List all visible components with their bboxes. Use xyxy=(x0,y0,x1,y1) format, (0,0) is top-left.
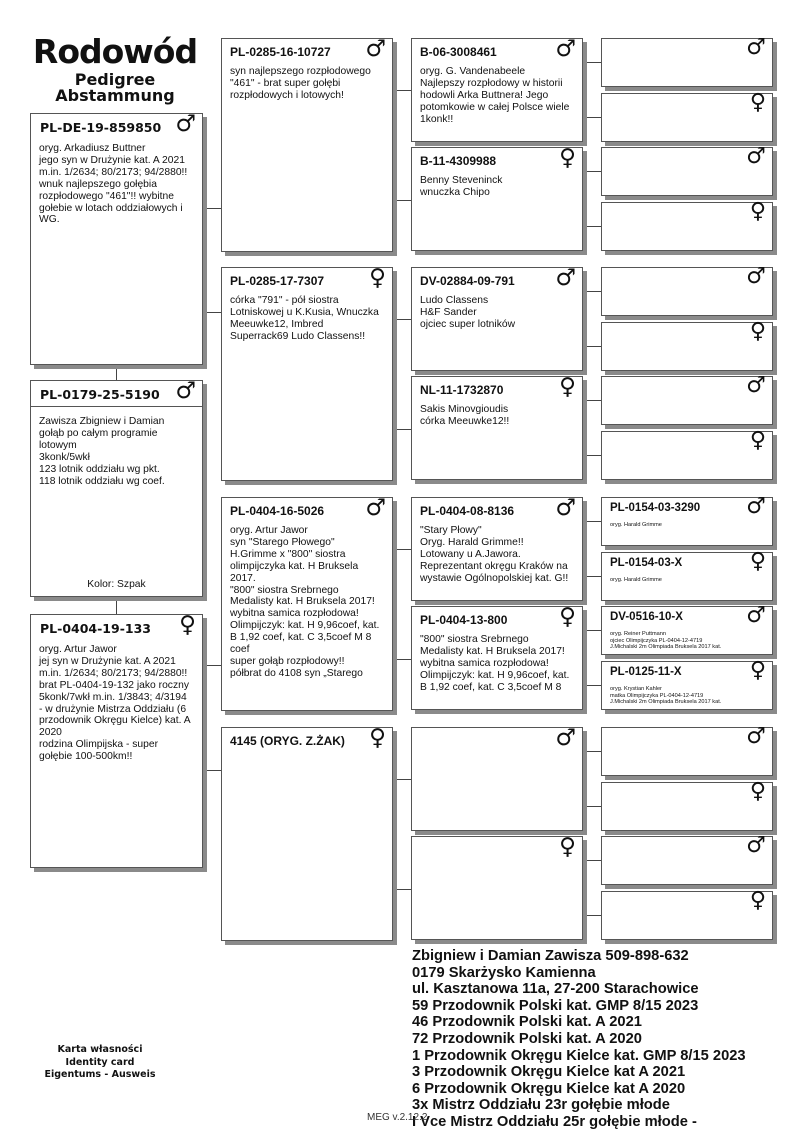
ring-number: PL-0404-08-8136 xyxy=(420,504,515,518)
card-notes: córka "791" - pół siostra Lotniskowej u K.Kusia, Wnuczka Meeuwke12, Imbred Superrack69 Ludo Classens!! xyxy=(230,295,379,342)
connector-line xyxy=(393,659,411,660)
identity-card-de: Eigentums - Ausweis xyxy=(44,1069,156,1080)
great-great-grandparent-card xyxy=(601,658,773,710)
owner-line: 3x Mistrz Oddziału 23r gołębie młode xyxy=(412,1097,670,1114)
ring-number: PL-0154-03-3290 xyxy=(610,502,701,514)
card-notes: Sakis Minovgioudis córka Meeuwke12!! xyxy=(420,404,510,427)
male-symbol-icon: ♂ xyxy=(746,724,766,749)
male-symbol-icon: ♂ xyxy=(555,495,576,521)
owner-line: 6 Przodownik Okręgu Kielce kat A 2020 xyxy=(412,1080,686,1097)
female-symbol-icon: ♀ xyxy=(559,145,576,171)
great-great-grandparent-card xyxy=(601,549,773,601)
grandparent-card xyxy=(221,38,393,252)
great-grandparent-card xyxy=(411,147,583,251)
card-notes: Benny Steveninck wnuczka Chipo xyxy=(420,175,503,198)
owner-line: 0179 Skarżysko Kamienna xyxy=(412,964,596,981)
ring-number: PL-0125-11-X xyxy=(610,666,682,678)
card-notes: oryg. Harald Grimme xyxy=(610,577,662,583)
card-notes: oryg. Harald Grimme xyxy=(610,522,662,528)
card-notes: Ludo Classens H&F Sander ojciec super lotników xyxy=(420,295,516,330)
connector-line xyxy=(393,779,411,780)
connector-line xyxy=(393,319,411,320)
ring-number: NL-11-1732870 xyxy=(420,383,504,397)
great-great-grandparent-card xyxy=(601,144,773,196)
male-symbol-icon: ♂ xyxy=(746,494,766,519)
male-symbol-icon: ♂ xyxy=(746,373,766,398)
connector-line xyxy=(583,62,601,63)
ring-number: PL-0404-16-5026 xyxy=(230,504,325,518)
connector-line xyxy=(583,630,601,631)
great-great-grandparent-card xyxy=(601,494,773,546)
female-symbol-icon: ♀ xyxy=(749,90,766,115)
owner-line: Zbigniew i Damian Zawisza 509-898-632 xyxy=(412,948,689,964)
title-main: Rodowód xyxy=(32,32,198,71)
great-great-grandparent-card xyxy=(601,373,773,425)
sire-card xyxy=(30,113,203,365)
great-great-grandparent-card xyxy=(601,603,773,655)
connector-line xyxy=(393,429,411,430)
great-great-grandparent-card xyxy=(601,428,773,480)
connector-line xyxy=(583,400,601,401)
connector-line xyxy=(203,208,221,209)
great-great-grandparent-card xyxy=(601,724,773,776)
connector-line xyxy=(203,312,221,313)
ring-number: PL-0179-25-5190 xyxy=(40,387,160,402)
connector-line xyxy=(583,346,601,347)
great-great-grandparent-card xyxy=(601,319,773,371)
pedigree-title xyxy=(30,32,200,104)
female-symbol-icon: ♀ xyxy=(749,888,766,913)
dam-card xyxy=(30,614,203,868)
ring-number: B-11-4309988 xyxy=(420,154,497,168)
great-great-grandparent-card xyxy=(601,888,773,940)
ring-number: DV-02884-09-791 xyxy=(420,274,515,288)
ring-number: PL-0404-13-800 xyxy=(420,613,508,627)
card-notes: "Stary Płowy" Oryg. Harald Grimme!! Lotowany u A.Jawora. Reprezentant okręgu Kraków na wystawie Ogólnopolskiej kat. G!! xyxy=(420,525,569,584)
male-symbol-icon: ♂ xyxy=(746,144,766,169)
great-great-grandparent-card xyxy=(601,264,773,316)
connector-line xyxy=(583,751,601,752)
female-symbol-icon: ♀ xyxy=(749,779,766,804)
male-symbol-icon: ♂ xyxy=(746,264,766,289)
great-grandparent-card xyxy=(411,497,583,601)
connector-line xyxy=(583,576,601,577)
card-notes: oryg. Reiner Puttmann ojciec Olimpijczyka PL-0404-12-4719 J.Michalski 2m Olimpiada Bruksela 2017 kat. xyxy=(610,631,722,651)
card-notes: syn najlepszego rozpłodowego "461" - brat super gołębi rozpłodowych i lotowych! xyxy=(230,66,371,101)
male-symbol-icon: ♂ xyxy=(365,495,386,521)
connector-line xyxy=(393,889,411,890)
ring-number: PL-0404-19-133 xyxy=(40,621,151,636)
great-great-grandparent-card xyxy=(601,90,773,142)
card-notes: oryg. Krystian Kahler matka Olimpijczyka PL-0404-12-4719 J.Michalski 2m Olimpiada Bruksela 2017 kat. xyxy=(610,686,722,706)
connector-line xyxy=(116,597,117,615)
connector-line xyxy=(583,226,601,227)
connector-line xyxy=(583,915,601,916)
card-notes: oryg. G. Vandenabeele Najlepszy rozpłodowy w historii hodowli Arka Buttnera! Jego potomkowie w całej Polsce wiele 1konk!! xyxy=(420,66,570,125)
connector-line xyxy=(583,860,601,861)
connector-line xyxy=(583,806,601,807)
owner-line: ul. Kasztanowa 11a, 27-200 Starachowice xyxy=(412,981,699,998)
connector-line xyxy=(393,90,411,91)
ring-number: DV-0516-10-X xyxy=(610,611,683,623)
card-notes: oryg. Artur Jawor jej syn w Drużynie kat. A 2021 m.in. 1/2634; 80/2173; 94/2880!! brat PL-0404-19-132 jako roczny 5konk/7wkł m.in. 1/3843; 4/3194 - w drużynie Mistrza Oddziału (6 przodownik Okręgu Kielce) kat. A 2020 rodzina Olimpijska - super gołębie 100-500km!! xyxy=(39,644,191,763)
ring-number: PL-0154-03-X xyxy=(610,557,683,569)
connector-line xyxy=(203,770,221,771)
owner-line: 46 Przodownik Polski kat. A 2021 xyxy=(412,1014,642,1031)
ring-number: B-06-3008461 xyxy=(420,45,497,59)
great-grandparent-card xyxy=(411,606,583,710)
connector-line xyxy=(203,665,221,666)
owner-line: I Vce Mistrz Oddziału 25r gołębie młode - xyxy=(412,1113,697,1130)
identity-card-en: Identity card xyxy=(65,1056,135,1068)
female-symbol-icon: ♀ xyxy=(749,199,766,224)
owner-line: 72 Przodownik Polski kat. A 2020 xyxy=(412,1030,642,1047)
great-grandparent-card xyxy=(411,38,583,142)
male-symbol-icon: ♂ xyxy=(175,378,196,404)
connector-line xyxy=(393,200,411,201)
ring-number: PL-DE-19-859850 xyxy=(40,120,162,135)
male-symbol-icon: ♂ xyxy=(746,833,766,858)
color-label: Kolor: Szpak xyxy=(87,579,146,590)
female-symbol-icon: ♀ xyxy=(749,319,766,344)
title-english: Pedigree xyxy=(74,70,156,89)
grandparent-card xyxy=(221,497,393,711)
great-great-grandparent-card xyxy=(601,35,773,87)
ring-number: PL-0285-17-7307 xyxy=(230,274,325,288)
male-symbol-icon: ♂ xyxy=(175,111,196,137)
grandparent-card xyxy=(221,727,393,941)
great-great-grandparent-card xyxy=(601,199,773,251)
great-great-grandparent-card xyxy=(601,779,773,831)
female-symbol-icon: ♀ xyxy=(559,604,576,630)
female-symbol-icon: ♀ xyxy=(749,428,766,453)
connector-line xyxy=(583,521,601,522)
male-symbol-icon: ♂ xyxy=(746,603,766,628)
owner-line: 59 Przodownik Polski kat. GMP 8/15 2023 xyxy=(412,997,699,1014)
grandparent-card xyxy=(221,267,393,481)
identity-card-label xyxy=(30,1044,170,1082)
identity-card-pl: Karta własności xyxy=(57,1044,143,1055)
female-symbol-icon: ♀ xyxy=(369,265,386,291)
male-symbol-icon: ♂ xyxy=(746,35,766,60)
ring-number: PL-0285-16-10727 xyxy=(230,45,331,59)
version-label: MEG v.2.12.2 xyxy=(367,1112,428,1123)
great-grandparent-card xyxy=(411,727,583,831)
owner-line: 1 Przodownik Okręgu Kielce kat. GMP 8/15 2023 xyxy=(412,1047,746,1064)
female-symbol-icon: ♀ xyxy=(749,549,766,574)
female-symbol-icon: ♀ xyxy=(559,834,576,860)
female-symbol-icon: ♀ xyxy=(749,658,766,683)
subject-card xyxy=(30,380,203,597)
card-notes: "800" siostra Srebrnego Medalisty kat. H Bruksela 2017! wybitna samica rozpłodowa! Olimpijczyk: kat. H 9,96coef, kat. B 1,92 coef, kat. C 3,5coef M 8 xyxy=(420,634,570,693)
owner-line: 3 Przodownik Okręgu Kielce kat A 2021 xyxy=(412,1064,686,1081)
card-notes: oryg. Artur Jawor syn "Starego Płowego" H.Grimme x "800" siostra olimpijczyka kat. H Bruksela 2017. "800" siostra Srebrnego Medalisty kat. H Bruksela 2017! wybitna samica rozpłodowa! Olimpijczyk: kat. H 9,96coef, kat. B 1,92 coef, kat. C 3,5coef M 8 coef super gołąb rozpłodowy!! półbrat do 4108 syn „Starego xyxy=(230,525,380,679)
card-notes: Zawisza Zbigniew i Damian gołąb po całym programie lotowym 3konk/5wkł 123 lotnik oddziału wg pkt. 118 lotnik oddziału wg coef. xyxy=(39,416,165,487)
great-grandparent-card xyxy=(411,267,583,371)
male-symbol-icon: ♂ xyxy=(555,265,576,291)
great-grandparent-card xyxy=(411,376,583,480)
great-grandparent-card xyxy=(411,836,583,940)
connector-line xyxy=(583,685,601,686)
owner-info xyxy=(412,948,746,1131)
card-notes: oryg. Arkadiusz Buttner jego syn w Drużynie kat. A 2021 m.in. 1/2634; 80/2173; 94/2880!! wnuk najlepszego gołębia rozpłodowego "461"!! wybitne gołebie w lotach oddziałowych i WG. xyxy=(39,143,188,226)
ring-number: 4145 (ORYG. Z.ŻAK) xyxy=(230,734,345,748)
great-great-grandparent-card xyxy=(601,833,773,885)
connector-line xyxy=(583,117,601,118)
female-symbol-icon: ♀ xyxy=(369,725,386,751)
male-symbol-icon: ♂ xyxy=(365,36,386,62)
male-symbol-icon: ♂ xyxy=(555,725,576,751)
title-german: Abstammung xyxy=(55,86,175,105)
connector-line xyxy=(393,549,411,550)
connector-line xyxy=(116,365,117,381)
female-symbol-icon: ♀ xyxy=(559,374,576,400)
male-symbol-icon: ♂ xyxy=(555,36,576,62)
female-symbol-icon: ♀ xyxy=(179,612,196,638)
connector-line xyxy=(583,291,601,292)
connector-line xyxy=(583,171,601,172)
connector-line xyxy=(583,455,601,456)
